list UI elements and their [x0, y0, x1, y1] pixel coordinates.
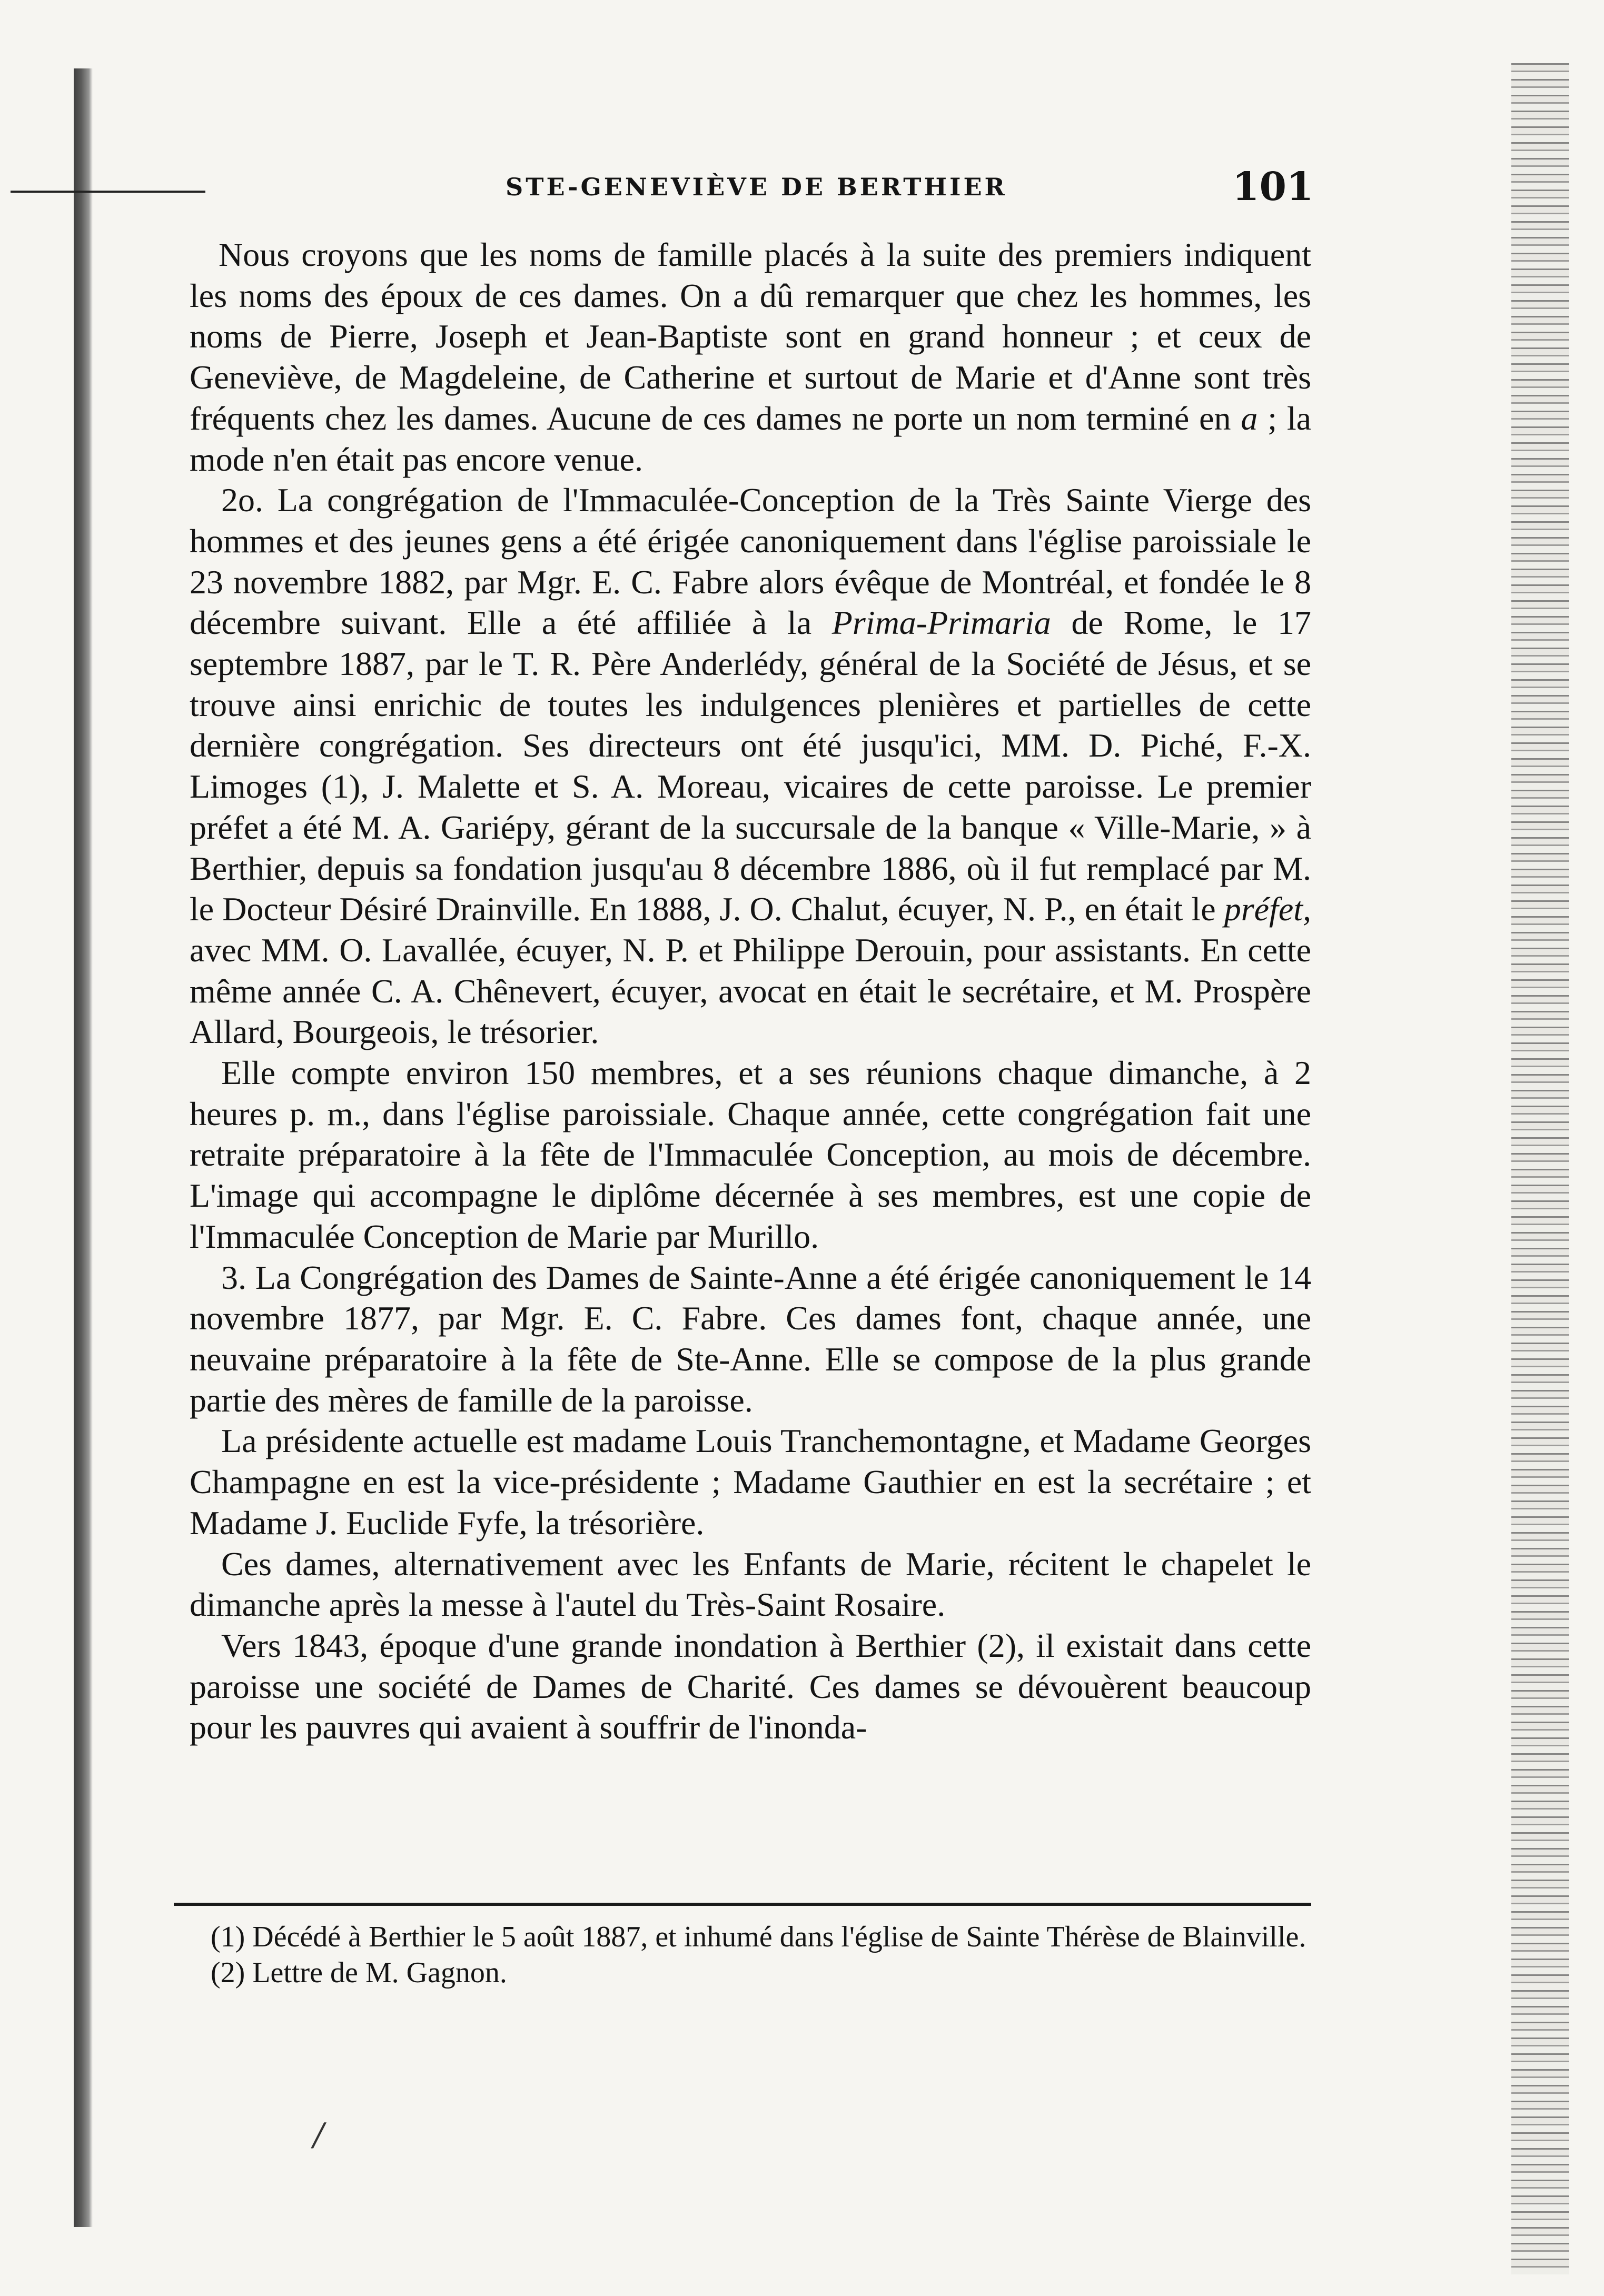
paragraph-1-text: Nous croyons que les noms de famille placés à la suite des premiers indiquent les noms des époux de ces dames. On a dû remarquer que chez les hommes, les noms de Pierre, Joseph et Jean-Baptiste sont en grand honneur ; et ceux de Geneviève, de Magdeleine, de Catherine et surtout de Marie et d'Anne sont très fréquents chez les dames. Aucune de ces dames ne porte un nom terminé en — [190, 236, 1311, 437]
paragraph-2-end: avec MM. O. Lavallée, écuyer, N. P. et Philippe Derouin, pour assistants. En cette même année C. A. Chênevert, écuyer, avocat en était le secrétaire, et M. Prospère Allard, Bourgeois, le trésorier. — [190, 931, 1311, 1051]
footnote-rule — [174, 1903, 1311, 1906]
paragraph-3: Elle compte environ 150 membres, et a ses réunions chaque dimanche, à 2 heures p. m., dans l'église paroissiale. Chaque année, cette congrégation fait une retraite préparatoire à la fête de l'Immaculée Conception, au mois de décembre. L'image qui accompagne le diplôme décernée à ses membres, est une copie de l'Immaculée Conception de Marie par Murillo. — [190, 1054, 1311, 1255]
italic-letter-a: a — [1241, 399, 1258, 437]
paragraph-2 — [190, 480, 1311, 1052]
stray-pen-mark: / — [313, 2116, 324, 2153]
header-rule — [11, 191, 205, 193]
paragraph-6: Ces dames, alternativement avec les Enfants de Marie, récitent le chapelet le dimanche après la messe à l'autel du Très-Saint Rosaire. — [190, 1545, 1311, 1624]
footnotes — [190, 1919, 1311, 1991]
footnote-2: (2) Lettre de M. Gagnon. — [211, 1956, 507, 1989]
page-edge-stack — [1511, 63, 1569, 2274]
paragraph-1-end: ; la mode n'en était pas encore venue. — [190, 399, 1312, 478]
main-text — [190, 234, 1311, 1748]
paragraph-4: 3. La Congrégation des Dames de Sainte-Anne a été érigée canoniquement le 14 novembre 1877, par Mgr. E. C. Fabre. Ces dames font, chaque année, une neuvaine préparatoire à la fête de Ste-Anne. Elle se compose de la plus grande partie des mères de famille de la paroisse. — [190, 1258, 1311, 1419]
paragraph-2-start: 2o. La congrégation de l'Immaculée-Conception de la Très Sainte Vierge des hommes et des jeunes gens a été érigée canoniquement dans l'église paroissiale le 23 novembre 1882, par Mgr. E. C. Fabre alors évêque de Montréal, et fondée le 8 décembre suivant. Elle a été affiliée à la — [190, 481, 1311, 642]
paragraph-1 — [190, 234, 1311, 480]
running-head: STE-GENEVIÈVE DE BERTHIER — [506, 173, 1007, 201]
paragraph-7: Vers 1843, époque d'une grande inondation à Berthier (2), il existait dans cette paroisse une société de Dames de Charité. Ces dames se dévouèrent beaucoup pour les pauvres qui avaient à souffrir de l'inonda- — [190, 1626, 1311, 1746]
italic-prima-primaria: Prima-Primaria — [831, 604, 1051, 642]
italic-prefet: préfet, — [1224, 890, 1312, 928]
footnote-1: (1) Décédé à Berthier le 5 août 1887, et inhumé dans l'église de Sainte Thérèse de Blainville. — [211, 1921, 1306, 1953]
paragraph-2-mid: de Rome, le 17 septembre 1887, par le T. R. Père Anderlédy, général de la Société de Jésus, et se trouve ainsi enrichic de toutes les indulgences plenières et partielles de cette dernière congrégation. Ses directeurs ont été jusqu'ici, MM. D. Piché, F.-X. Limoges (1), J. Malette et S. A. Moreau, vicaires de cette paroisse. Le premier préfet a été M. A. Gariépy, gérant de la succursale de la banque « Ville-Marie, » à Berthier, depuis sa fondation jusqu'au 8 décembre 1886, où il fut remplacé par M. le Docteur Désiré Drainville. En 1888, J. O. Chalut, écuyer, N. P., en était le — [190, 604, 1311, 928]
binding-gutter-shadow — [74, 68, 93, 2227]
page-number: 101 — [1232, 164, 1314, 210]
paragraph-5: La présidente actuelle est madame Louis Tranchemontagne, et Madame Georges Champagne en est la vice-présidente ; Madame Gauthier en est la secrétaire ; et Madame J. Euclide Fyfe, la trésorière. — [190, 1422, 1311, 1542]
